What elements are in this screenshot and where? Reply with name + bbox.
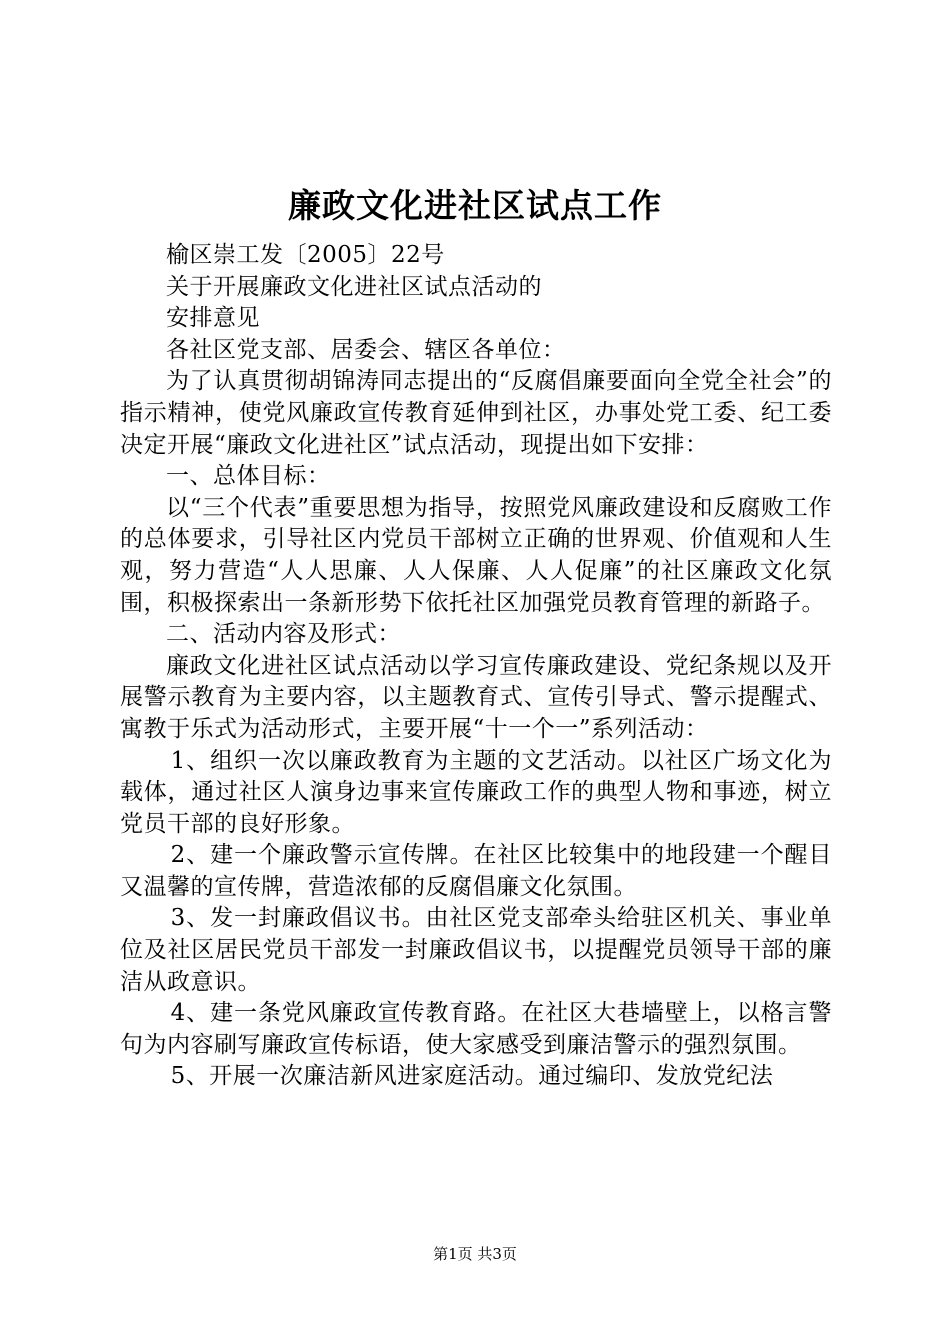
content-paragraph: 廉政文化进社区试点活动以学习宣传廉政建设、党纪条规以及开展警示教育为主要内容，以主题教育式、宣传引导式、警示提醒式、寓教于乐式为活动形式，主要开展“十一个一”系列活动： bbox=[120, 652, 832, 742]
subtitle-line-2: 安排意见 bbox=[166, 305, 260, 332]
list-item-3: 3、发一封廉政倡议书。由社区党支部牵头给驻区机关、事业单位及社区居民党员干部发一封廉政倡议书，以提醒党员领导干部的廉洁从政意识。 bbox=[120, 905, 832, 995]
section-heading-2: 二、活动内容及形式： bbox=[166, 621, 401, 648]
document-title: 廉政文化进社区试点工作 bbox=[288, 186, 662, 225]
list-item-5: 5、开展一次廉洁新风进家庭活动。通过编印、发放党纪法 bbox=[170, 1063, 774, 1090]
section-heading-1: 一、总体目标： bbox=[166, 463, 331, 490]
subtitle-line-1: 关于开展廉政文化进社区试点活动的 bbox=[166, 273, 542, 300]
intro-paragraph: 为了认真贯彻胡锦涛同志提出的“反腐倡廉要面向全党全社会”的指示精神，使党风廉政宣传教育延伸到社区，办事处党工委、纪工委决定开展“廉政文化进社区”试点活动，现提出如下安排： bbox=[120, 368, 832, 458]
list-item-2: 2、建一个廉政警示宣传牌。在社区比较集中的地段建一个醒目又温馨的宣传牌，营造浓郁的反腐倡廉文化氛围。 bbox=[120, 842, 832, 900]
list-item-4: 4、建一条党风廉政宣传教育路。在社区大巷墙壁上，以格言警句为内容刷写廉政宣传标语，使大家感受到廉洁警示的强烈氛围。 bbox=[120, 1000, 832, 1058]
document-body bbox=[120, 240, 832, 1093]
list-item-1: 1、组织一次以廉政教育为主题的文艺活动。以社区广场文化为载体，通过社区人演身边事来宣传廉政工作的典型人物和事迹，树立党员干部的良好形象。 bbox=[120, 747, 832, 837]
doc-number-line: 榆区崇工发〔2005〕22号 bbox=[166, 242, 445, 268]
addressee-line: 各社区党支部、居委会、辖区各单位： bbox=[166, 336, 566, 363]
goal-paragraph: 以“三个代表”重要思想为指导，按照党风廉政建设和反腐败工作的总体要求，引导社区内党员干部树立正确的世界观、价值观和人生观，努力营造“人人思廉、人人保廉、人人促廉”的社区廉政文化氛围，积极探索出一条新形势下依托社区加强党员教育管理的新路子。 bbox=[120, 494, 832, 616]
page-footer: 第1页 共3页 bbox=[433, 1245, 517, 1263]
